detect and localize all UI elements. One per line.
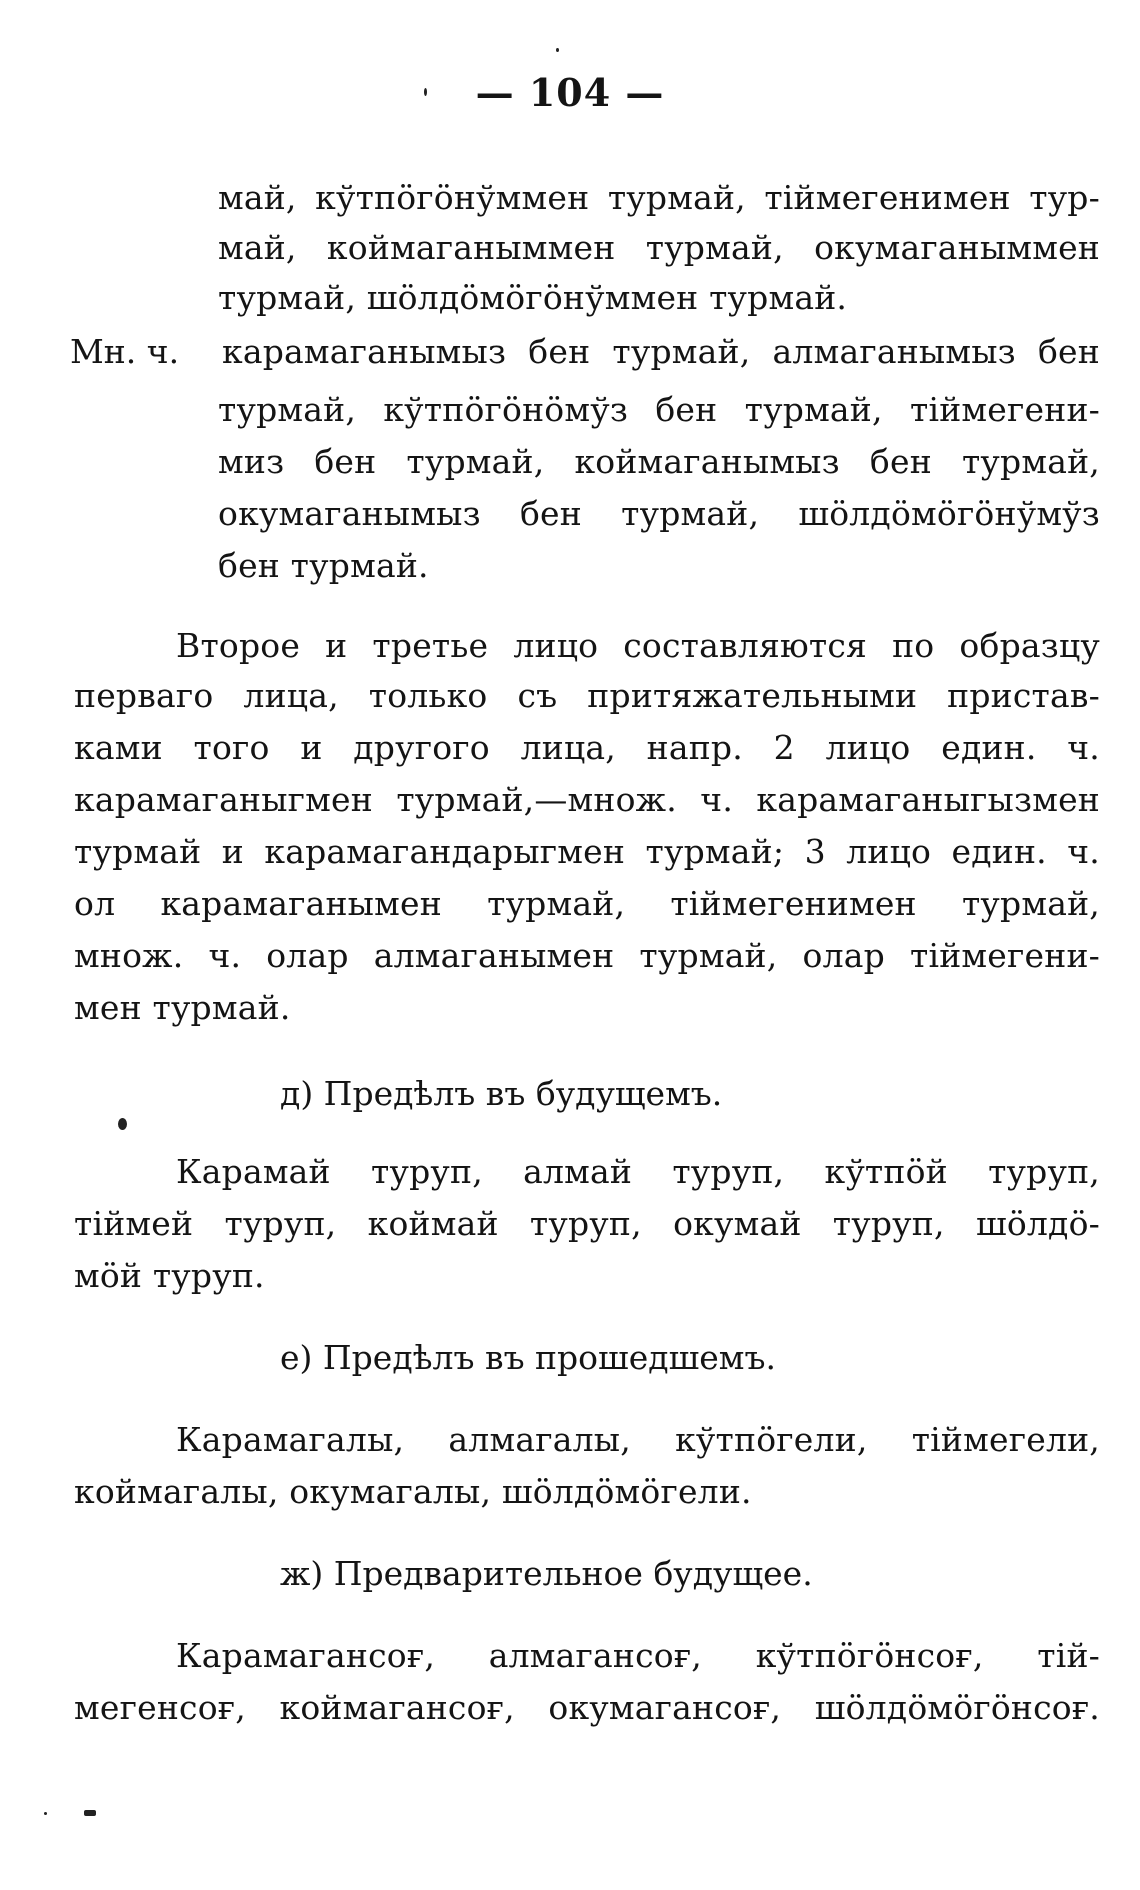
paragraph1-line-5: турмай и карамагандарыгмен турмай; 3 лицо един. ч. bbox=[74, 832, 1100, 871]
ink-speck bbox=[118, 1118, 127, 1130]
paragraph1-line-7: множ. ч. олар алмаганымен турмай, олар тiймегени- bbox=[74, 936, 1100, 975]
paragraph-e-line-2: коймагалы, окумагалы, шöлдöмöгели. bbox=[74, 1472, 752, 1511]
section-heading-zh: ж) Предварительное будущее. bbox=[280, 1554, 813, 1593]
block1-line-1: май, кўтпöгöнўммен турмай, тiймегенимен тур- bbox=[218, 178, 1100, 217]
paragraph-zh-line-2: мегенсоғ, коймагансоғ, окумагансоғ, шöлдöмöгöнсоғ. bbox=[74, 1688, 1100, 1727]
block2-line-3: миз бен турмай, коймаганымыз бен турмай, bbox=[218, 442, 1100, 481]
paragraph1-line-4: карамаганыгмен турмай,—множ. ч. карамаганыгызмен bbox=[74, 780, 1100, 819]
ink-speck bbox=[44, 1812, 47, 1815]
paragraph-e-line-1: Карамагалы, алмагалы, кўтпöгели, тiймегели, bbox=[176, 1420, 1100, 1459]
paragraph-d-line-1: Карамай туруп, алмай туруп, кўтпöй туруп, bbox=[176, 1152, 1100, 1191]
paragraph-d-line-2: тiймей туруп, коймай туруп, окумай туруп, шöлдö- bbox=[74, 1204, 1100, 1243]
paragraph1-line-6: ол карамаганымен турмай, тiймегенимен турмай, bbox=[74, 884, 1100, 923]
page-number: — 104 — bbox=[475, 70, 665, 115]
ink-speck bbox=[556, 48, 559, 52]
paragraph1-line-8: мен турмай. bbox=[74, 988, 291, 1027]
block1-line-2: май, коймаганыммен турмай, окумаганыммен bbox=[218, 228, 1100, 267]
paragraph1-line-2: перваго лица, только съ притяжательными пристав- bbox=[74, 676, 1100, 715]
section-heading-e: е) Предѣлъ въ прошедшемъ. bbox=[280, 1338, 776, 1377]
paragraph-d-line-3: мöй туруп. bbox=[74, 1256, 265, 1295]
plural-prefix: Мн. ч. bbox=[70, 332, 180, 371]
paragraph1-line-1: Второе и третье лицо составляются по образцу bbox=[176, 626, 1100, 665]
paragraph1-line-3: ками того и другого лица, напр. 2 лицо един. ч. bbox=[74, 728, 1100, 767]
block2-line-4: окумаганымыз бен турмай, шöлдöмöгöнўмўз bbox=[218, 494, 1100, 533]
ink-speck bbox=[84, 1810, 96, 1816]
ink-speck bbox=[424, 88, 427, 96]
block2-line-5: бен турмай. bbox=[218, 546, 429, 585]
paragraph-zh-line-1: Карамагансоғ, алмагансоғ, кўтпöгöнсоғ, тiй- bbox=[176, 1636, 1100, 1675]
block1-line-3: турмай, шöлдöмöгöнўммен турмай. bbox=[218, 278, 848, 317]
section-heading-d: д) Предѣлъ въ будущемъ. bbox=[280, 1074, 723, 1113]
block2-line-2: турмай, кўтпöгöнöмўз бен турмай, тiймегени- bbox=[218, 390, 1100, 429]
block2-line-1: карамаганымыз бен турмай, алмаганымыз бен bbox=[222, 332, 1100, 371]
